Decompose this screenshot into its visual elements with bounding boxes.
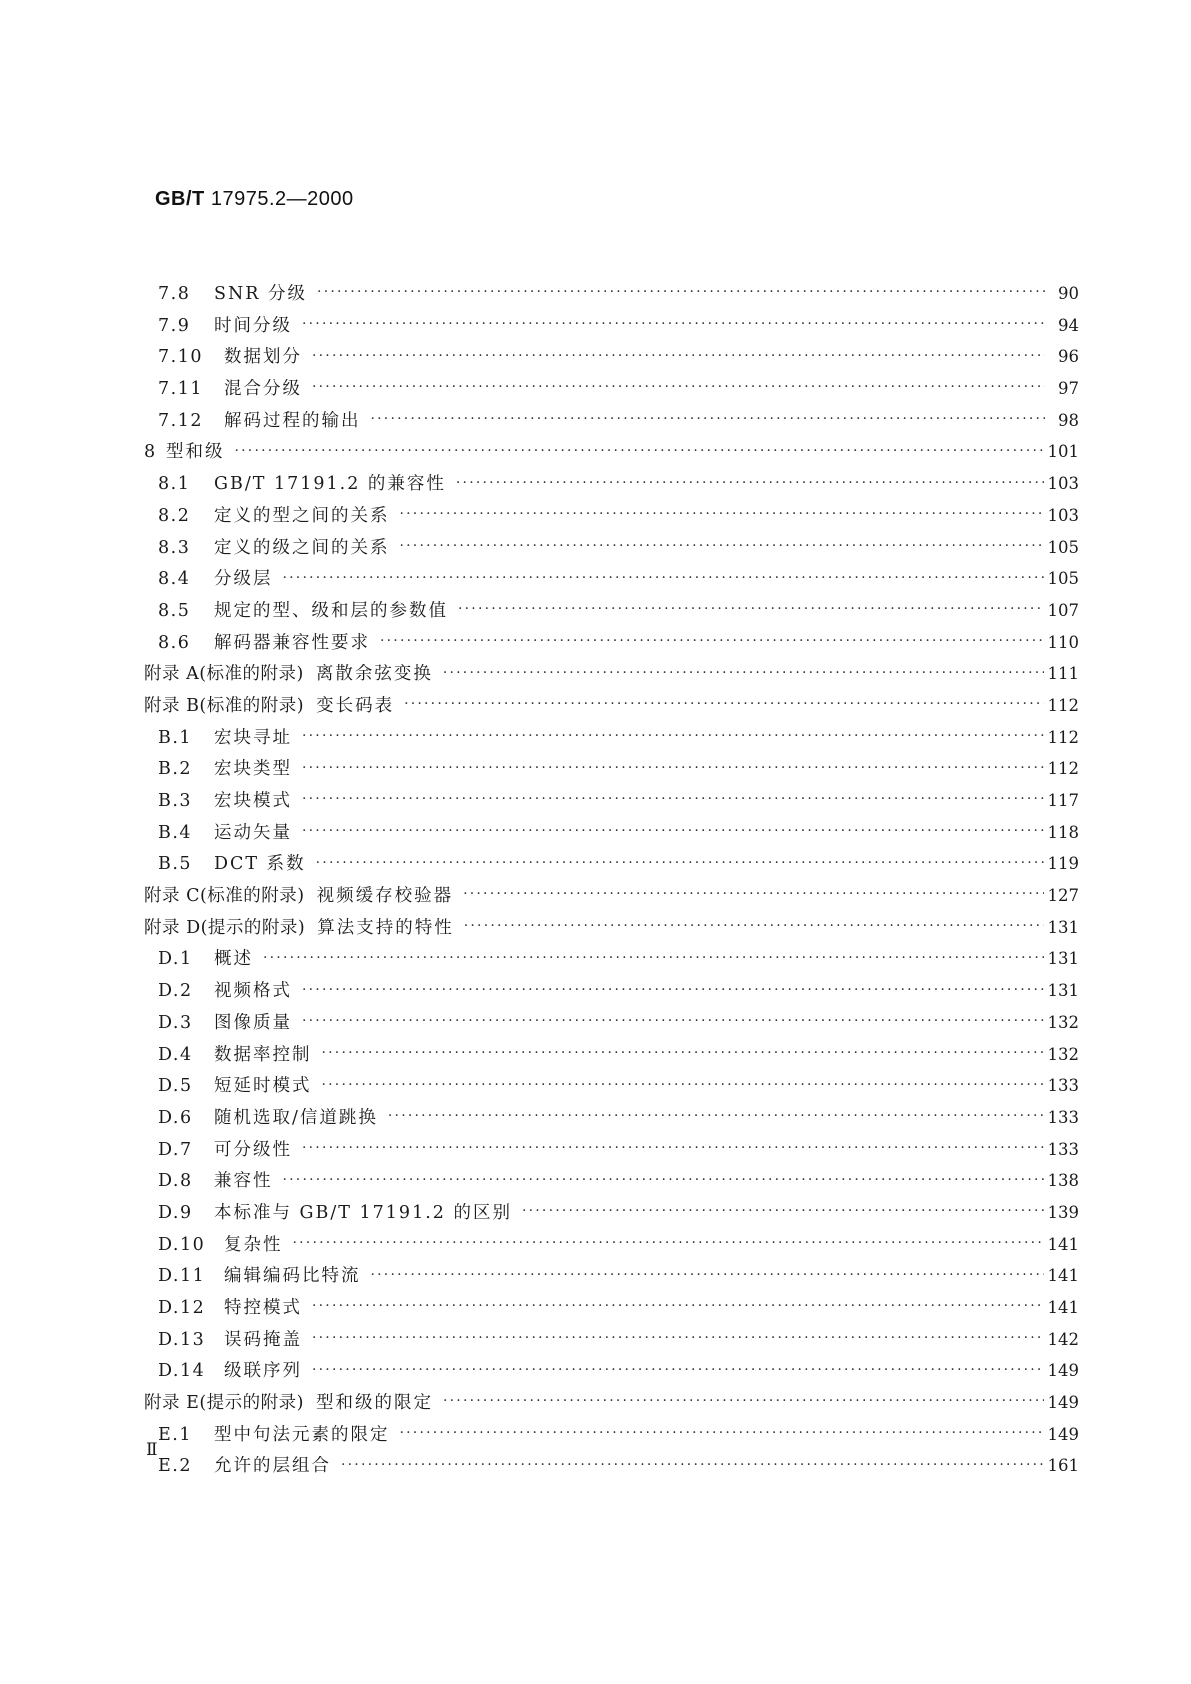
- toc-dot-leader: [400, 503, 1044, 521]
- toc-entry-title: 离散余弦变换: [315, 664, 433, 685]
- toc-entry-number: 8: [144, 442, 157, 463]
- toc-entry[interactable]: [144, 1262, 1079, 1294]
- toc-entry-page: 139: [1047, 1202, 1079, 1222]
- toc-entry[interactable]: [144, 629, 1079, 661]
- toc-dot-leader: [283, 567, 1044, 585]
- toc-entry[interactable]: [144, 977, 1079, 1009]
- toc-entry-title: 可分级性: [214, 1139, 292, 1160]
- toc-entry-page: 138: [1047, 1171, 1079, 1191]
- toc-entry-number: D.7: [158, 1139, 193, 1160]
- toc-dot-leader: [302, 979, 1044, 997]
- toc-entry-page: 103: [1047, 474, 1079, 494]
- toc-entry-number: D.3: [158, 1012, 193, 1033]
- toc-dot-leader: [443, 662, 1044, 680]
- toc-entry[interactable]: [144, 280, 1079, 312]
- toc-entry-title: 图像质量: [214, 1012, 292, 1033]
- toc-dot-leader: [302, 1137, 1044, 1155]
- toc-entry[interactable]: [144, 1294, 1079, 1326]
- toc-entry-number: D.9: [158, 1202, 193, 1223]
- toc-entry[interactable]: [144, 438, 1079, 470]
- toc-dot-leader: [456, 472, 1044, 490]
- toc-entry[interactable]: [144, 692, 1079, 724]
- toc-entry[interactable]: [144, 850, 1079, 882]
- toc-entry-number: D.10: [158, 1234, 206, 1255]
- toc-entry-title: 短延时模式: [214, 1076, 312, 1097]
- toc-entry-page: 98: [1058, 410, 1079, 430]
- toc-entry-title: 视频缓存校验器: [316, 886, 454, 907]
- toc-entry-title: 随机选取/信道跳换: [214, 1107, 378, 1128]
- toc-dot-leader: [302, 757, 1044, 775]
- toc-entry-title: 定义的级之间的关系: [214, 537, 390, 558]
- toc-entry[interactable]: [144, 375, 1079, 407]
- toc-entry-number: D.1: [158, 949, 193, 970]
- toc-entry-number: D.13: [158, 1329, 206, 1350]
- page-number: Ⅱ: [146, 1440, 158, 1460]
- toc-entry-title: 本标准与 GB/T 17191.2 的区别: [214, 1202, 512, 1223]
- toc-entry-number: 附录 A(标准的附录): [144, 664, 304, 685]
- toc-entry[interactable]: [144, 660, 1079, 692]
- toc-entry-title: 定义的型之间的关系: [214, 505, 390, 526]
- toc-dot-leader: [388, 1105, 1044, 1123]
- toc-dot-leader: [302, 820, 1044, 838]
- toc-entry-title: 数据率控制: [214, 1044, 312, 1065]
- toc-entry[interactable]: [144, 343, 1079, 375]
- toc-entry-number: 8.4: [158, 569, 191, 590]
- toc-entry[interactable]: [144, 1136, 1079, 1168]
- toc-entry-page: 131: [1047, 981, 1079, 1001]
- toc-entry-page: 97: [1058, 379, 1079, 399]
- toc-dot-leader: [443, 1391, 1044, 1409]
- toc-dot-leader: [404, 693, 1043, 711]
- toc-entry-title: 时间分级: [214, 315, 292, 336]
- toc-entry[interactable]: [144, 914, 1079, 946]
- toc-entry-title: 解码过程的输出: [224, 410, 361, 431]
- toc-dot-leader: [263, 947, 1044, 965]
- toc-entry[interactable]: [144, 407, 1079, 439]
- toc-entry[interactable]: [144, 470, 1079, 502]
- toc-dot-leader: [312, 377, 1045, 395]
- toc-entry-number: E.1: [158, 1424, 192, 1445]
- toc-entry-number: B.3: [158, 791, 193, 811]
- toc-entry-page: 94: [1058, 315, 1079, 335]
- toc-entry-title: 算法支持的特性: [317, 917, 454, 938]
- toc-entry-title: 型和级的限定: [316, 1393, 433, 1414]
- toc-entry-title: 误码掩盖: [224, 1329, 302, 1350]
- toc-entry-page: 149: [1047, 1361, 1079, 1381]
- toc-dot-leader: [458, 598, 1044, 616]
- toc-dot-leader: [317, 282, 1045, 300]
- toc-entry-number: 8.3: [158, 537, 191, 558]
- toc-entry[interactable]: [144, 597, 1079, 629]
- toc-entry[interactable]: [144, 1389, 1079, 1421]
- toc-entry-number: 附录 C(标准的附录): [144, 886, 305, 907]
- toc-dot-leader: [463, 884, 1043, 902]
- toc-entry-page: 127: [1047, 886, 1079, 906]
- toc-entry-title: 编辑编码比特流: [224, 1266, 361, 1287]
- toc-entry-title: 运动矢量: [214, 822, 292, 843]
- toc-entry-number: 8.2: [158, 505, 191, 526]
- toc-dot-leader: [400, 535, 1044, 553]
- toc-entry-number: B.1: [158, 727, 193, 748]
- toc-entry-number: 7.12: [158, 410, 203, 431]
- toc-entry-number: D.8: [158, 1171, 193, 1192]
- toc-entry-number: 7.10: [158, 347, 203, 368]
- toc-dot-leader: [302, 1010, 1044, 1028]
- toc-entry[interactable]: [144, 1041, 1079, 1073]
- toc-dot-leader: [293, 1232, 1044, 1250]
- toc-entry[interactable]: [144, 1009, 1079, 1041]
- toc-entry-page: 149: [1047, 1393, 1079, 1413]
- toc-entry-title: DCT 系数: [214, 854, 306, 875]
- toc-entry-number: B.2: [158, 759, 193, 780]
- toc-dot-leader: [302, 725, 1044, 743]
- document-header: [155, 188, 354, 211]
- toc-entry[interactable]: [144, 882, 1079, 914]
- toc-entry-number: 8.6: [158, 632, 191, 653]
- toc-entry[interactable]: [144, 724, 1079, 756]
- toc-entry-page: 133: [1047, 1107, 1079, 1127]
- toc-entry-page: 141: [1047, 1266, 1079, 1286]
- toc-entry-title: 数据划分: [224, 347, 302, 368]
- toc-entry-page: 141: [1047, 1298, 1079, 1317]
- toc-entry[interactable]: [144, 1199, 1079, 1231]
- toc-entry-number: 7.11: [158, 379, 203, 400]
- toc-dot-leader: [371, 408, 1046, 426]
- toc-entry-number: 7.9: [158, 315, 191, 336]
- toc-entry-title: 规定的型、级和层的参数值: [214, 600, 448, 621]
- standard-number: 17975.2—2000: [210, 188, 354, 210]
- toc-entry-number: B.5: [158, 854, 193, 875]
- toc-dot-leader: [312, 345, 1045, 363]
- toc-entry[interactable]: [144, 1326, 1079, 1358]
- toc-entry[interactable]: [144, 787, 1079, 819]
- toc-entry-number: D.12: [158, 1298, 206, 1318]
- toc-entry-number: D.6: [158, 1107, 193, 1128]
- toc-entry[interactable]: [144, 1104, 1079, 1136]
- toc-entry-title: 型中句法元素的限定: [214, 1424, 390, 1445]
- toc-entry-number: D.11: [158, 1266, 206, 1287]
- toc-dot-leader: [341, 1454, 1044, 1472]
- toc-entry-title: 型和级: [166, 442, 225, 463]
- toc-entry-number: E.2: [158, 1456, 192, 1477]
- toc-entry[interactable]: [144, 1452, 1079, 1484]
- toc-entry-page: 111: [1047, 664, 1079, 684]
- toc-dot-leader: [302, 313, 1045, 331]
- toc-dot-leader: [522, 1200, 1044, 1218]
- toc-entry[interactable]: [144, 755, 1079, 787]
- toc-entry-title: 兼容性: [214, 1171, 273, 1192]
- toc-entry-page: 112: [1047, 759, 1079, 779]
- toc-entry-number: 8.1: [158, 474, 191, 495]
- toc-entry-title: 级联序列: [224, 1361, 302, 1382]
- toc-dot-leader: [380, 630, 1044, 648]
- toc-entry-page: 90: [1058, 284, 1079, 303]
- toc-dot-leader: [322, 1042, 1044, 1060]
- toc-entry[interactable]: [144, 502, 1079, 534]
- toc-entry-title: 解码器兼容性要求: [214, 632, 370, 653]
- toc-entry-number: B.4: [158, 822, 193, 843]
- toc-entry-title: 特控模式: [224, 1298, 302, 1318]
- toc-entry-page: 112: [1047, 727, 1079, 747]
- toc-entry-page: 141: [1047, 1234, 1079, 1254]
- toc-entry[interactable]: [144, 1421, 1079, 1453]
- toc-dot-leader: [400, 1422, 1044, 1440]
- toc-entry[interactable]: [144, 1357, 1079, 1389]
- toc-entry-title: 复杂性: [224, 1234, 283, 1255]
- toc-entry-title: GB/T 17191.2 的兼容性: [214, 474, 446, 495]
- toc-dot-leader: [283, 1169, 1044, 1187]
- toc-entry-number: D.14: [158, 1361, 206, 1382]
- toc-entry[interactable]: [144, 1167, 1079, 1199]
- toc-entry-page: 161: [1047, 1456, 1079, 1476]
- toc-dot-leader: [322, 1074, 1044, 1092]
- toc-entry-title: 宏块寻址: [214, 727, 292, 748]
- toc-entry-title: 宏块类型: [214, 759, 292, 780]
- toc-entry-page: 132: [1047, 1044, 1079, 1064]
- standard-prefix: GB/T: [155, 188, 205, 210]
- toc-entry-page: 103: [1047, 505, 1079, 525]
- toc-entry-number: D.2: [158, 981, 193, 1002]
- toc-entry-page: 133: [1047, 1139, 1079, 1159]
- toc-entry-page: 133: [1047, 1076, 1079, 1096]
- toc-entry-page: 131: [1047, 949, 1079, 969]
- toc-entry-page: 132: [1047, 1012, 1079, 1032]
- toc-entry-page: 149: [1047, 1424, 1079, 1444]
- toc-entry-page: 105: [1047, 537, 1079, 557]
- toc-entry-page: 117: [1047, 791, 1079, 810]
- toc-dot-leader: [235, 440, 1044, 458]
- toc-entry-title: 分级层: [214, 569, 273, 590]
- toc-entry-number: 附录 B(标准的附录): [144, 695, 305, 716]
- toc-entry-title: SNR 分级: [214, 284, 308, 304]
- toc-entry[interactable]: [144, 945, 1079, 977]
- toc-entry[interactable]: [144, 1231, 1079, 1263]
- toc-entry[interactable]: [144, 565, 1079, 597]
- toc-entry[interactable]: [144, 819, 1079, 851]
- toc-dot-leader: [371, 1264, 1044, 1282]
- toc-dot-leader: [316, 852, 1044, 870]
- toc-dot-leader: [312, 1327, 1044, 1345]
- toc-entry-title: 宏块模式: [214, 791, 292, 811]
- toc-entry-page: 101: [1047, 442, 1079, 462]
- toc-entry-number: 8.5: [158, 600, 191, 621]
- toc-dot-leader: [464, 915, 1044, 933]
- toc-entry-number: 附录 E(提示的附录): [144, 1393, 304, 1414]
- toc-entry-page: 112: [1047, 695, 1079, 715]
- toc-entry-number: D.5: [158, 1076, 193, 1097]
- toc-entry[interactable]: [144, 312, 1079, 344]
- toc-entry-page: 105: [1047, 569, 1079, 589]
- toc-dot-leader: [312, 1359, 1044, 1377]
- toc-entry-number: D.4: [158, 1044, 193, 1065]
- toc-entry-page: 110: [1047, 632, 1079, 652]
- toc-entry-page: 107: [1047, 600, 1079, 620]
- toc-entry-page: 131: [1047, 917, 1079, 937]
- toc-entry-title: 变长码表: [316, 695, 395, 716]
- toc-dot-leader: [312, 1296, 1044, 1314]
- toc-entry-number: 附录 D(提示的附录): [144, 917, 306, 938]
- toc-entry-page: 142: [1047, 1329, 1079, 1349]
- table-of-contents: [144, 280, 1079, 1484]
- toc-entry-title: 允许的层组合: [214, 1456, 331, 1477]
- toc-entry[interactable]: [144, 1072, 1079, 1104]
- toc-entry-page: 118: [1047, 822, 1079, 842]
- toc-entry-page: 119: [1047, 854, 1079, 874]
- toc-entry[interactable]: [144, 534, 1079, 566]
- toc-dot-leader: [302, 789, 1044, 807]
- toc-entry-title: 混合分级: [224, 379, 302, 400]
- toc-entry-number: 7.8: [158, 284, 191, 304]
- toc-entry-title: 概述: [214, 949, 253, 970]
- toc-entry-page: 96: [1058, 347, 1079, 367]
- toc-entry-title: 视频格式: [214, 981, 292, 1002]
